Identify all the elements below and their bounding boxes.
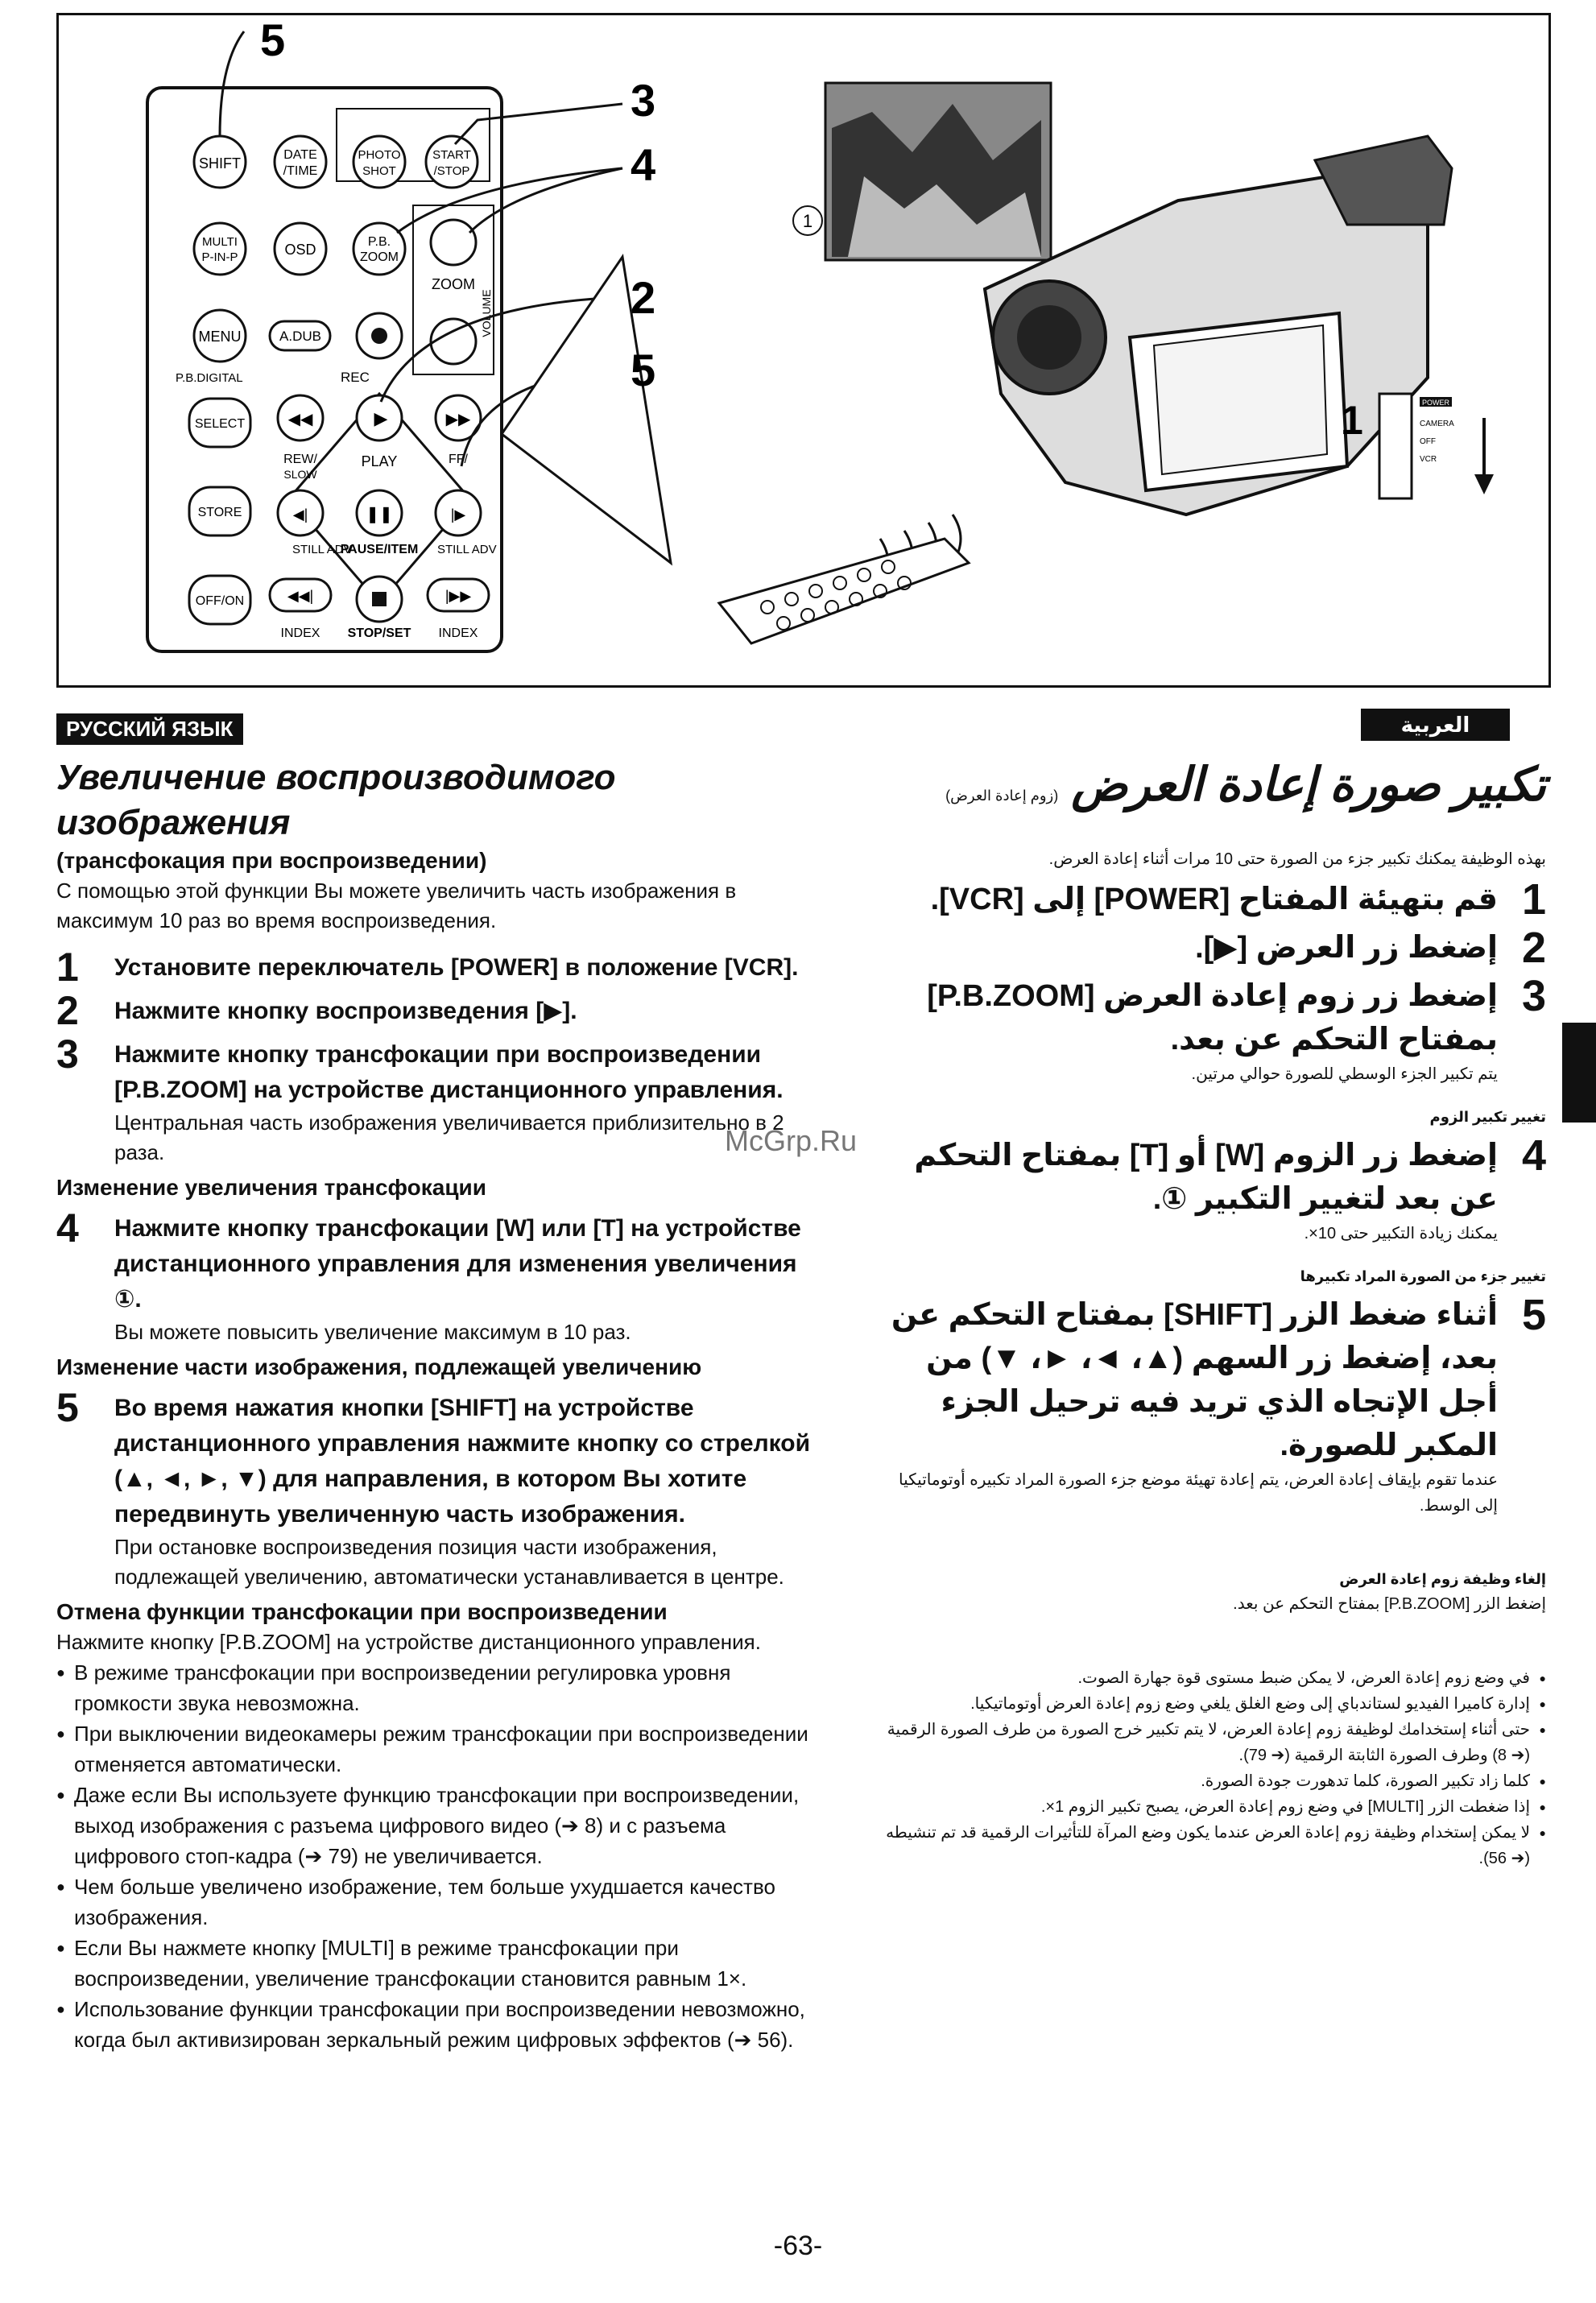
ar-step-5 [886, 1293, 1546, 1519]
svg-text:START: START [432, 148, 471, 162]
ar-step-4 [886, 1131, 1546, 1247]
ar-step-1 [886, 875, 1546, 924]
ar-title-sub: (زوم إعادة العرض) [945, 788, 1059, 804]
svg-text:OFF: OFF [1420, 437, 1436, 446]
start-stop-button [426, 136, 478, 188]
still-adv-label-right: STILL ADV [437, 543, 497, 556]
ar-step-number: 3 [1521, 972, 1546, 1020]
shift-button [194, 136, 246, 188]
ar-step-note: يتم تكبير الجزء الوسطي للصورة حوالي مرتين. [1191, 1065, 1498, 1083]
small-remote [719, 539, 969, 643]
svg-text:|▶: |▶ [450, 506, 466, 523]
list-item: ● Даже если Вы используете функцию трансфокации при воспроизведении, выход изображения с разъема цифрового видео (➔ 8) и с разъема цифрового стоп-кадра (➔ 79) не увеличивается. [56, 1780, 821, 1871]
ru-step-note: Центральная часть изображения увеличивается приблизительно в 2 раза. [114, 1110, 784, 1164]
ar-step-text: إضغط زر الزوم [W] أو [T] بمفتاح التحكم عن بعد لتغيير التكبير ①. [914, 1139, 1498, 1216]
ru-step-1 [56, 945, 821, 990]
ar-step-text: أثناء ضغط الزر [SHIFT] بمفتاح التحكم عن بعد، إضغط زر السهم (▲، ◄، ►، ▼) من أجل الإتجاه الذي تريد فيه ترحيل الجزء المكبر للصورة. [891, 1298, 1498, 1462]
ar-step-3 [886, 974, 1546, 1087]
off-on-button [189, 576, 250, 624]
section-edge-tab [1562, 1023, 1596, 1123]
ar-step-number: 4 [1521, 1131, 1546, 1180]
svg-text:PHOTO: PHOTO [358, 148, 401, 162]
svg-text:ZOOM: ZOOM [432, 276, 475, 292]
svg-text:SHIFT: SHIFT [199, 155, 241, 172]
svg-text:SELECT: SELECT [194, 417, 246, 431]
page-number: -63- [773, 2231, 823, 2261]
watermark: McGrp.Ru [725, 1124, 858, 1157]
svg-text:REW/: REW/ [283, 453, 317, 466]
ar-title: تكبير صورة إعادة العرض [1071, 759, 1546, 811]
svg-text:SLOW: SLOW [283, 468, 317, 481]
rec-button [357, 313, 402, 358]
ru-step-number: 1 [56, 945, 79, 990]
ru-step-text: Нажмите кнопку воспроизведения [▶]. [114, 998, 577, 1024]
rec-label: REC [341, 370, 370, 385]
callout-2: 2 [631, 272, 656, 323]
date-time-button [275, 136, 326, 188]
ar-notes-list [886, 1665, 1546, 1871]
russian-column [56, 755, 821, 2055]
svg-text:STOP/SET: STOP/SET [347, 626, 411, 640]
svg-text:▶: ▶ [374, 408, 388, 428]
list-item: ● إذا ضغطت الزر [MULTI] في وضع زوم إعادة العرض، يصبح تكبير الزوم 1×. [886, 1794, 1546, 1820]
ru-step-text: Установите переключатель [POWER] в положение [VCR]. [114, 954, 799, 981]
ru-step-text: Нажмите кнопку трансфокации при воспроизведении [P.B.ZOOM] на устройстве дистанционного управления. [114, 1041, 784, 1103]
ru-step-number: 5 [56, 1385, 79, 1430]
ru-step-5 [56, 1385, 821, 1592]
svg-text:STORE: STORE [197, 506, 242, 519]
ar-step-number: 2 [1521, 924, 1546, 972]
svg-text:SHOT: SHOT [362, 164, 396, 178]
svg-text:A.DUB: A.DUB [279, 329, 321, 344]
ru-step-number: 2 [56, 988, 79, 1033]
list-item: ● إدارة كاميرا الفيديو لستاندباي إلى وضع الغلق يلغي وضع زوم إعادة العرض أوتوماتيكيا. [886, 1691, 1546, 1717]
svg-text:/TIME: /TIME [283, 164, 318, 178]
ru-title: Увеличение воспроизводимого изображения [56, 758, 616, 842]
list-item: ● Если Вы нажмете кнопку [MULTI] в режиме трансфокации при воспроизведении, увеличение трансфокации становится равным 1×. [56, 1933, 821, 1994]
store-button [189, 487, 250, 535]
play-button [357, 395, 402, 469]
callout-3: 3 [631, 75, 656, 126]
svg-text:FF/: FF/ [449, 453, 468, 466]
ar-cancel-heading: إلغاء وظيفة زوم إعادة العرض [1339, 1571, 1546, 1587]
ru-subheading-change-magnification: Изменение увеличения трансфокации [56, 1175, 486, 1200]
svg-text:/STOP: /STOP [433, 164, 470, 178]
svg-text:MULTI: MULTI [202, 235, 238, 249]
svg-text:POWER: POWER [1421, 399, 1450, 407]
ru-step-note: Вы можете повысить увеличение максимум в 10 раз. [114, 1320, 631, 1344]
svg-text:▶▶: ▶▶ [445, 411, 471, 428]
osd-button [275, 223, 326, 275]
ru-step-text: Нажмите кнопку трансфокации [W] или [T] на устройстве дистанционного управления для изменения увеличения ①. [114, 1215, 801, 1313]
list-item: ● Использование функции трансфокации при воспроизведении невозможно, когда был активизирован зеркальный режим цифровых эффектов (➔ 56). [56, 1994, 821, 2055]
svg-text:CAMERA: CAMERA [1420, 420, 1454, 428]
pb-digital-label: P.B.DIGITAL [176, 371, 243, 385]
callout-circle-1: 1 [802, 211, 813, 231]
svg-text:◀◀|: ◀◀| [287, 588, 314, 604]
list-item: ● Чем больше увеличено изображение, тем больше ухудшается качество изображения. [56, 1871, 821, 1933]
ru-step-2 [56, 988, 821, 1033]
svg-text:MENU: MENU [198, 329, 242, 345]
svg-text:VOLUME: VOLUME [480, 289, 493, 337]
svg-text:OSD: OSD [284, 242, 316, 258]
ar-subheading-change-magnification: تغيير تكبير الزوم [1429, 1109, 1546, 1125]
ar-cancel-text: إضغط الزر [P.B.ZOOM] بمفتاح التحكم عن بعد. [1233, 1595, 1546, 1613]
russian-language-tab: РУССКИЙ ЯЗЫК [56, 713, 243, 745]
select-button [189, 399, 250, 447]
illustration-frame [56, 13, 1551, 688]
zoom-w-button [431, 319, 476, 364]
svg-text:VCR: VCR [1420, 455, 1437, 464]
svg-text:INDEX: INDEX [280, 626, 320, 640]
svg-text:◀|: ◀| [292, 506, 308, 523]
svg-text:|▶▶: |▶▶ [444, 588, 472, 604]
ru-cancel-heading: Отмена функции трансфокации при воспроизведении [56, 1599, 668, 1624]
pb-zoom-button [354, 223, 405, 275]
callout-1: 1 [1341, 398, 1363, 443]
ar-step-2 [886, 926, 1546, 970]
ru-step-number: 4 [56, 1205, 79, 1251]
ru-subheading-change-part: Изменение части изображения, подлежащей увеличению [56, 1354, 702, 1379]
list-item: ● При выключении видеокамеры режим трансфокации при воспроизведении отменяется автоматически. [56, 1718, 821, 1780]
svg-text:OFF/ON: OFF/ON [195, 594, 245, 608]
arabic-column [886, 749, 1546, 1871]
ru-step-text: Во время нажатия кнопки [SHIFT] на устройстве дистанционного управления нажмите кнопку со стрелкой (▲, ◄, ►, ▼) для направления, в котором Вы хотите передвинуть увеличенную часть изображения. [114, 1395, 811, 1528]
menu-button [194, 310, 246, 362]
svg-text:PLAY: PLAY [361, 453, 398, 469]
slow-right-button [436, 490, 481, 535]
ru-subtitle: (трансфокация при воспроизведении) [56, 848, 487, 873]
still-adv-label-left: STILL ADV [292, 543, 352, 556]
pause-button [357, 490, 402, 535]
ru-step-4 [56, 1205, 821, 1347]
photo-shot-button [354, 136, 405, 188]
svg-text:❚❚: ❚❚ [366, 506, 393, 523]
ar-step-text: إضغط زر العرض [▶]. [1195, 931, 1498, 965]
list-item: ● В режиме трансфокации при воспроизведении регулировка уровня громкости звука невозможна. [56, 1657, 821, 1718]
ru-step-note: При остановке воспроизведения позиция части изображения, подлежащей увеличению, автоматически устанавливается в центре. [114, 1535, 784, 1589]
list-item: ● حتى أثناء إستخدامك لوظيفة زوم إعادة العرض، لا يتم تكبير خرج الصورة من طرف الصورة الرقمية (➔ 8) وطرف الصورة الثابتة الرقمية (➔ 79). [886, 1717, 1546, 1768]
list-item: ● كلما زاد تكبير الصورة، كلما تدهورت جودة الصورة. [886, 1768, 1546, 1794]
callout-5-top: 5 [260, 15, 286, 65]
ar-step-number: 1 [1521, 875, 1546, 924]
rew-button [278, 395, 323, 466]
svg-text:P-IN-P: P-IN-P [201, 250, 238, 264]
remote-camera-illustration [59, 15, 1548, 685]
svg-text:◀◀: ◀◀ [287, 411, 313, 428]
ar-step-note: يمكنك زيادة التكبير حتى 10×. [1304, 1225, 1498, 1242]
ar-step-number: 5 [1521, 1291, 1546, 1339]
ar-step-text: إضغط زر زوم إعادة العرض [P.B.ZOOM] بمفتاح التحكم عن بعد. [927, 979, 1498, 1056]
list-item: ● لا يمكن إستخدام وظيفة زوم إعادة العرض عندما يكون وضع المرآة للتأثيرات الرقمية قد تم تنشيطه (➔ 56). [886, 1820, 1546, 1871]
callout-4: 4 [631, 139, 656, 190]
ru-intro: С помощью этой функции Вы можете увеличить часть изображения в максимум 10 раз во время воспроизведения. [56, 879, 737, 932]
multi-button [194, 223, 246, 275]
slow-left-button [278, 468, 323, 535]
ar-step-note: عندما تقوم بإيقاف إعادة العرض، يتم إعادة تهيئة موضع جزء الصورة المراد تكبيره أوتوماتيكيا إلى الوسط. [898, 1471, 1498, 1515]
ar-subheading-change-part: تغيير جزء من الصورة المراد تكبيرها [1300, 1268, 1546, 1284]
ar-intro: بهذه الوظيفة يمكنك تكبير جزء من الصورة حتى 10 مرات أثناء إعادة العرض. [1048, 850, 1546, 868]
svg-text:INDEX: INDEX [438, 626, 478, 640]
pause-item-label: PAUSE/ITEM [340, 543, 419, 556]
svg-text:DATE: DATE [283, 148, 317, 162]
callout-5-bottom: 5 [631, 345, 656, 395]
arabic-language-tab: العربية [1361, 709, 1510, 741]
svg-text:ZOOM: ZOOM [360, 250, 399, 264]
ru-notes-list [56, 1657, 821, 2055]
list-item: ● في وضع زوم إعادة العرض، لا يمكن ضبط مستوى قوة جهارة الصوت. [886, 1665, 1546, 1691]
ru-cancel-text: Нажмите кнопку [P.B.ZOOM] на устройстве дистанционного управления. [56, 1630, 761, 1654]
a-dub-button [270, 321, 330, 350]
svg-text:P.B.: P.B. [367, 235, 391, 249]
ar-step-text: قم بتهيئة المفتاح [POWER] إلى [VCR]. [930, 883, 1498, 916]
ru-step-3 [56, 1032, 821, 1168]
ru-step-number: 3 [56, 1032, 79, 1077]
